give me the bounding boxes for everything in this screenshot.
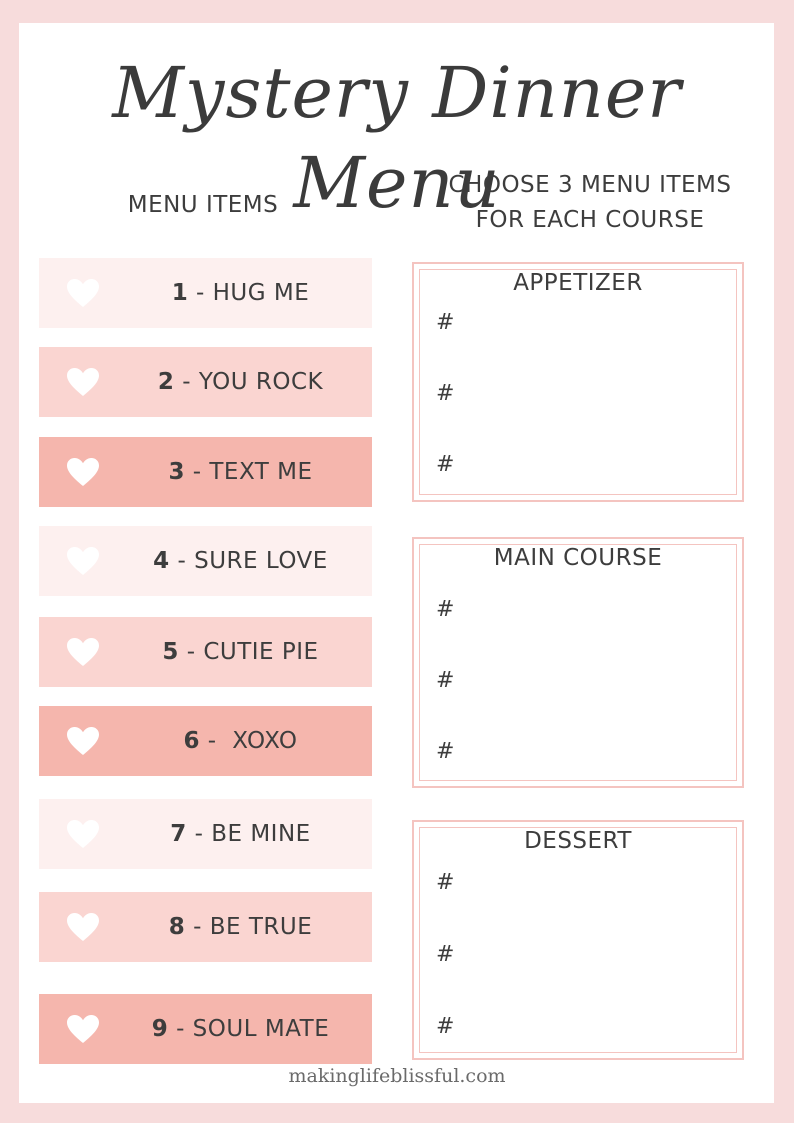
menu-item-label bbox=[109, 892, 372, 962]
menu-item-number: 6 bbox=[183, 728, 200, 754]
course-slot: # bbox=[436, 1014, 455, 1039]
menu-item-6 bbox=[39, 706, 372, 776]
menu-item-text: - BE MINE bbox=[186, 821, 311, 847]
menu-item-9 bbox=[39, 994, 372, 1064]
heart-icon bbox=[66, 278, 100, 308]
menu-item-text: - HUG ME bbox=[188, 280, 310, 306]
instructions-heading bbox=[410, 168, 770, 238]
course-box-inner-border bbox=[419, 269, 737, 495]
menu-item-number: 7 bbox=[170, 821, 187, 847]
menu-item-text: - CUTIE PIE bbox=[178, 639, 319, 665]
course-slot: # bbox=[436, 942, 455, 967]
course-slot: # bbox=[436, 870, 455, 895]
menu-item-number: 5 bbox=[162, 639, 179, 665]
heart-icon bbox=[66, 819, 100, 849]
menu-item-5 bbox=[39, 617, 372, 687]
course-slot: # bbox=[436, 597, 455, 622]
heart-icon bbox=[66, 726, 100, 756]
menu-item-label bbox=[109, 526, 372, 596]
course-slot: # bbox=[436, 452, 455, 477]
instructions-line-2: FOR EACH COURSE bbox=[475, 207, 705, 233]
heart-icon bbox=[66, 367, 100, 397]
menu-item-label bbox=[109, 994, 372, 1064]
menu-item-label bbox=[109, 347, 372, 417]
menu-item-text: - XOXO bbox=[199, 728, 298, 754]
course-title: MAIN COURSE bbox=[493, 545, 663, 571]
menu-item-text: - TEXT ME bbox=[184, 459, 313, 485]
menu-item-2 bbox=[39, 347, 372, 417]
menu-item-number: 8 bbox=[168, 914, 186, 940]
menu-item-7 bbox=[39, 799, 372, 869]
heart-icon bbox=[66, 912, 100, 942]
course-box-main-course bbox=[412, 537, 744, 788]
menu-item-4 bbox=[39, 526, 372, 596]
menu-item-text: - SOUL MATE bbox=[168, 1016, 330, 1042]
menu-item-3 bbox=[39, 437, 372, 507]
footer-website: makinglifeblissful.com bbox=[288, 1065, 506, 1087]
course-box-inner-border bbox=[419, 827, 737, 1053]
menu-item-number: 4 bbox=[153, 548, 170, 574]
course-box-dessert bbox=[412, 820, 744, 1060]
course-slot: # bbox=[436, 310, 455, 335]
heart-icon bbox=[66, 546, 100, 576]
course-title: APPETIZER bbox=[513, 270, 643, 296]
menu-items-heading bbox=[60, 188, 346, 223]
menu-item-1 bbox=[39, 258, 372, 328]
menu-item-label bbox=[109, 258, 372, 328]
menu-item-label bbox=[109, 799, 372, 869]
menu-item-8 bbox=[39, 892, 372, 962]
course-slot: # bbox=[436, 381, 455, 406]
course-slot: # bbox=[436, 739, 455, 764]
menu-item-text: - BE TRUE bbox=[185, 914, 313, 940]
menu-item-text: - YOU ROCK bbox=[174, 369, 324, 395]
course-slot: # bbox=[436, 668, 455, 693]
course-box-appetizer bbox=[412, 262, 744, 502]
menu-item-number: 1 bbox=[171, 280, 189, 306]
course-box-inner-border bbox=[419, 544, 737, 781]
page-title: Mystery Dinner Menu bbox=[112, 52, 682, 224]
menu-item-text: - SURE LOVE bbox=[169, 548, 328, 574]
heart-icon bbox=[66, 1014, 100, 1044]
menu-item-number: 9 bbox=[151, 1016, 169, 1042]
heart-icon bbox=[66, 637, 100, 667]
menu-item-label bbox=[109, 437, 372, 507]
menu-item-label bbox=[109, 706, 372, 776]
menu-item-number: 3 bbox=[168, 459, 185, 485]
menu-item-number: 2 bbox=[157, 369, 175, 395]
course-title: DESSERT bbox=[524, 828, 632, 854]
menu-item-label bbox=[109, 617, 372, 687]
heart-icon bbox=[66, 457, 100, 487]
instructions-line-1: CHOOSE 3 MENU ITEMS bbox=[448, 172, 732, 198]
menu-items-heading-text: MENU ITEMS bbox=[127, 192, 279, 218]
